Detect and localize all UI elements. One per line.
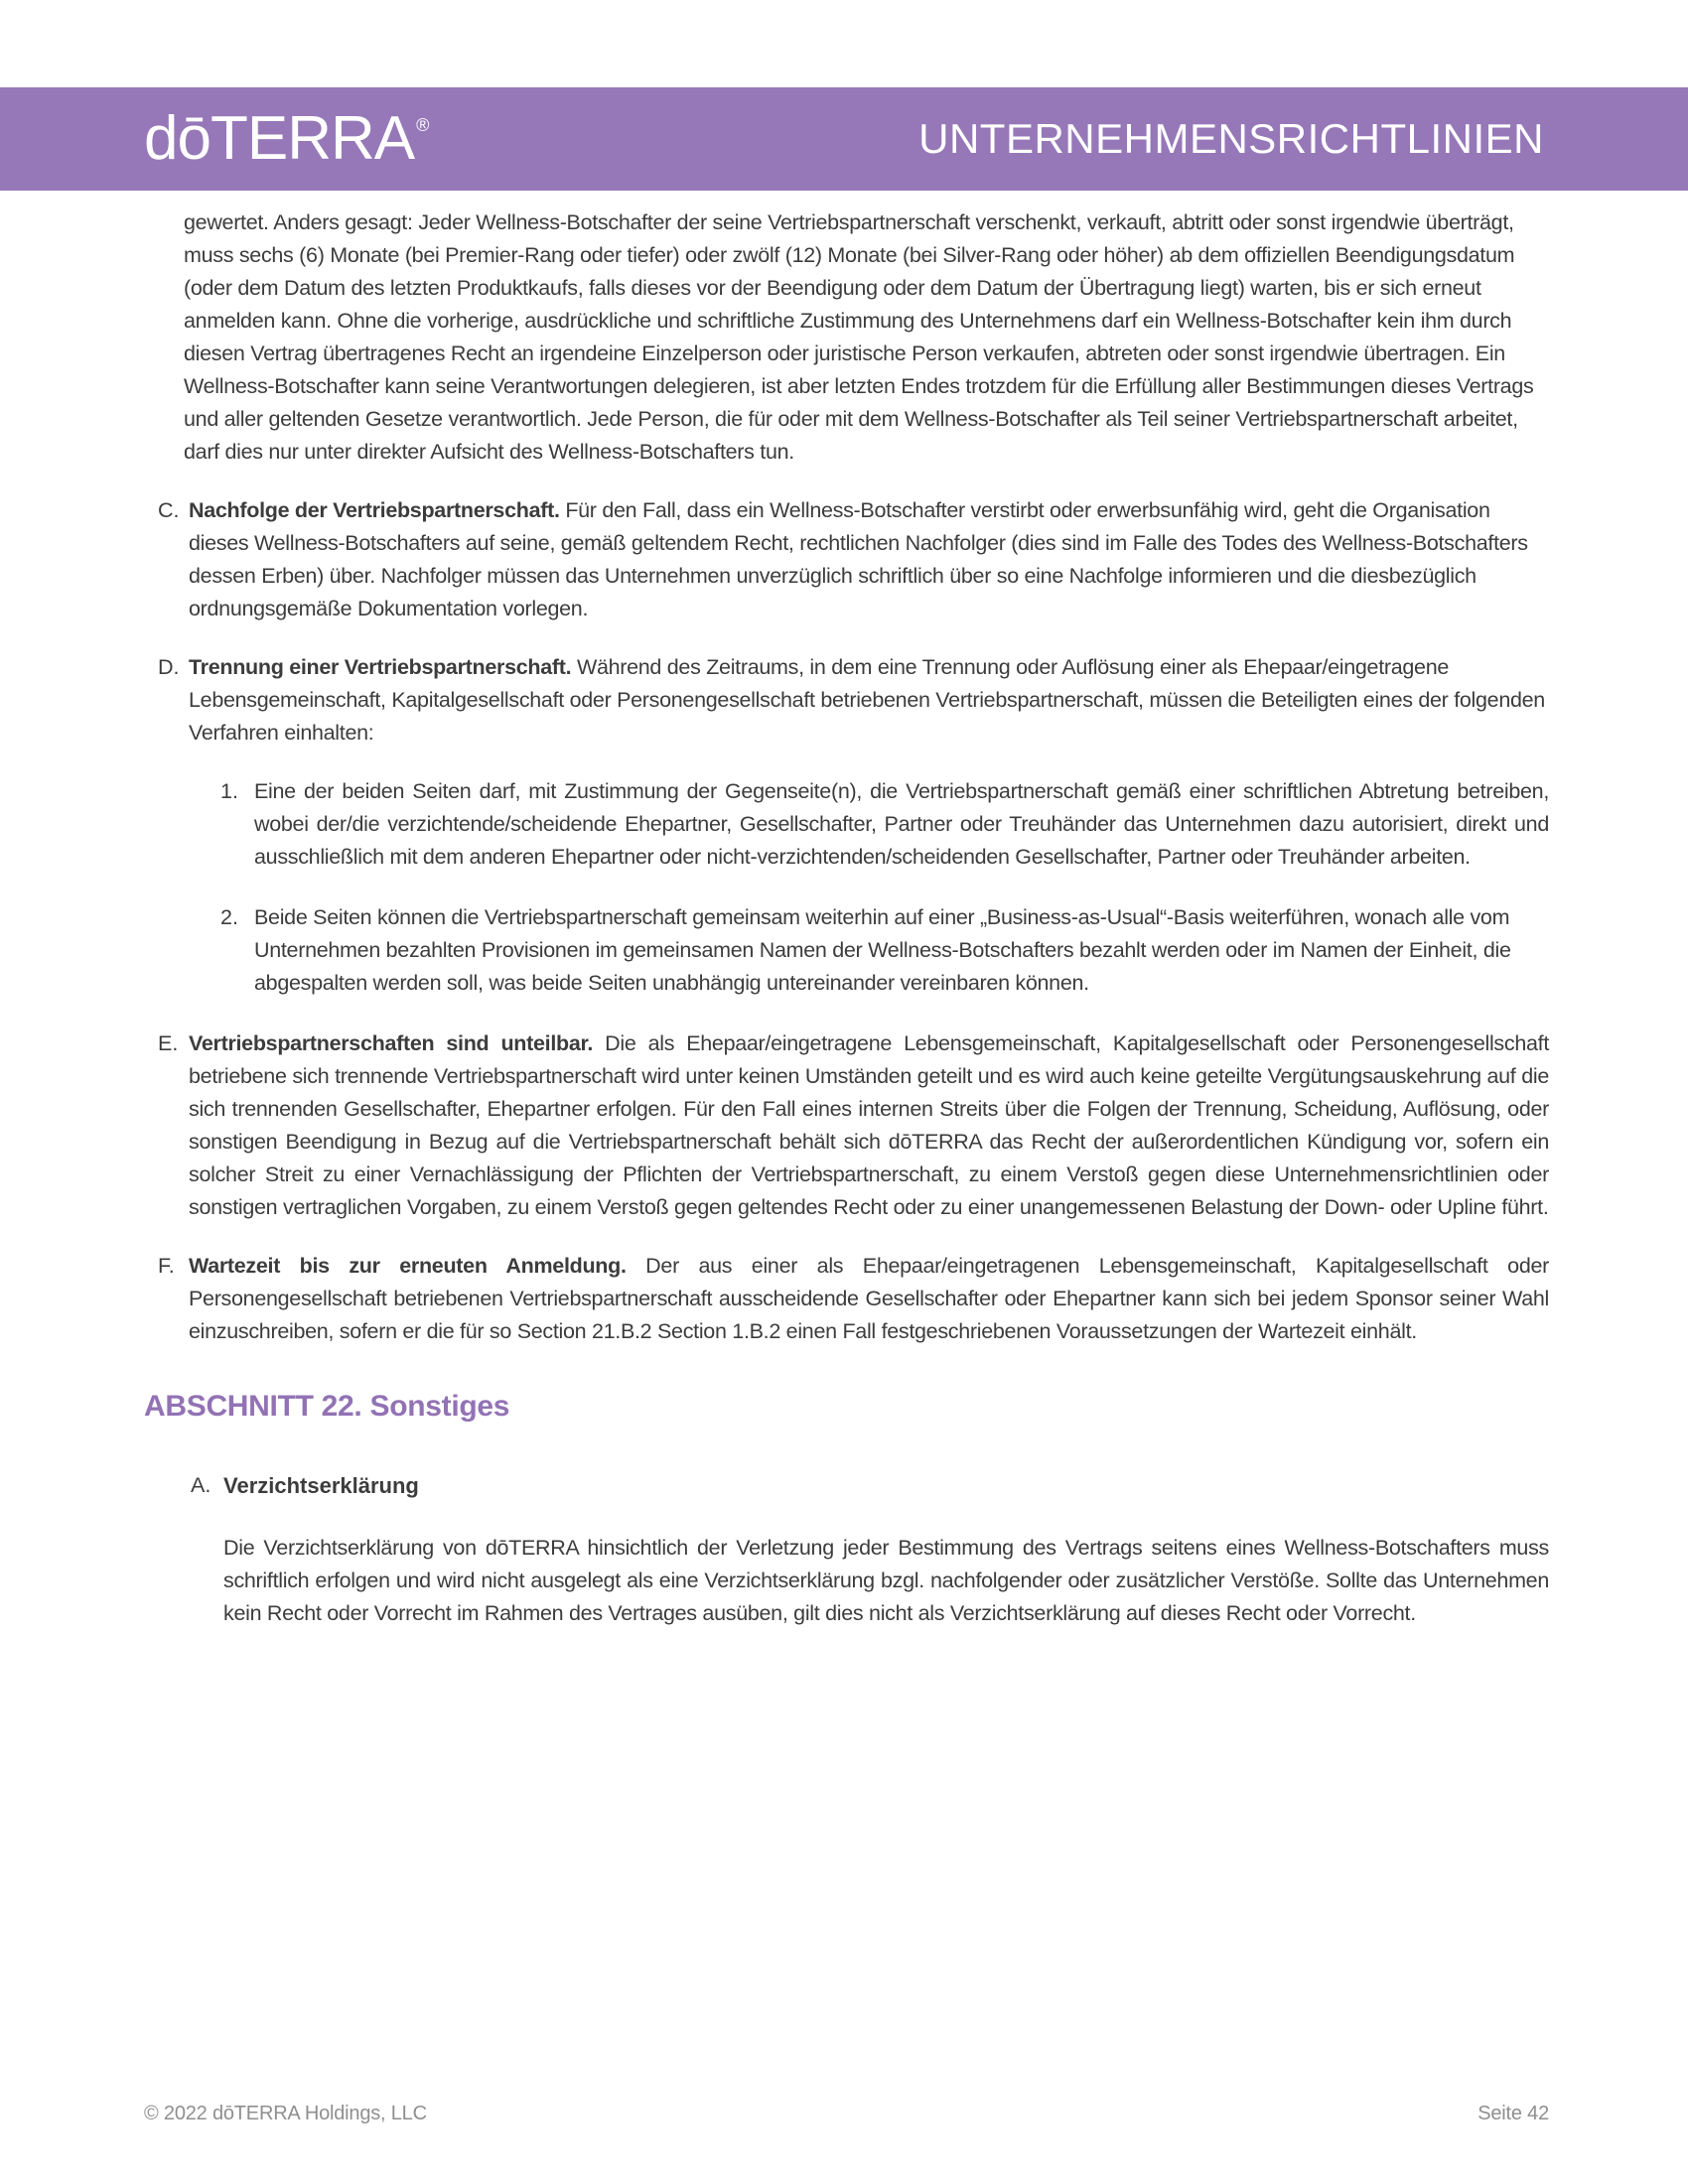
subsection-a-body: Die Verzichtserklärung von dōTERRA hinsichtlich der Verletzung jeder Bestimmung des Vertrags seitens eines Wellness-Botschafters muss schriftlich erfolgen und wird nicht ausgelegt als eine Verzichtserklärung bzgl. nachfolgender oder zusätzlicher Verstöße. Sollte das Unternehmen kein Recht oder Vorrecht im Rahmen des Vertrages ausüben, gilt dies nicht als Verzichtserklärung auf dieses Recht oder Vorrecht.	[223, 1536, 1549, 1625]
list-item-d	[158, 651, 1549, 750]
numbered-item-1-text: Eine der beiden Seiten darf, mit Zustimmung der Gegenseite(n), die Vertriebspartnerschaft gemäß einer schriftlichen Abtretung betreiben, wobei der/die verzichtende/scheidende Ehepartner, Gesellschafter, Partner oder Treuhänder das Unternehmen dazu autorisiert, direkt und ausschließlich mit dem anderen Ehepartner oder nicht-verzichtenden/scheidenden Gesellschafter, Partner oder Treuhänder arbeiten.	[254, 779, 1549, 869]
subsection-a	[191, 1469, 1549, 1502]
page-footer	[144, 2103, 1549, 2125]
item-label-e: E.	[158, 1031, 179, 1055]
item-d-text: Während des Zeitraums, in dem eine Trennung oder Auflösung einer als Ehepaar/eingetragene Lebensgemeinschaft, Kapitalgesellschaft oder Personengesellschaft betriebenen Vertriebspartnerschaft, müssen die Beteiligten eines der folgenden Verfahren einhalten:	[189, 655, 1545, 745]
item-f-heading: Wartezeit bis zur erneuten Anmeldung.	[189, 1254, 627, 1278]
item-e-heading: Vertriebspartnerschaften sind unteilbar.	[189, 1031, 594, 1055]
list-item-e	[158, 1027, 1549, 1224]
section-heading-abschnitt-22: ABSCHNITT 22. Sonstiges	[144, 1390, 510, 1423]
document-body	[0, 206, 1688, 1630]
item-c-text: Für den Fall, dass ein Wellness-Botschafter verstirbt oder erwerbsunfähig wird, geht die Organisation dieses Wellness-Botschafters auf seine, gemäß geltendem Recht, rechtlichen Nachfolger (dies sind im Falle des Todes des Wellness-Botschafters dessen Erben) über. Nachfolger müssen das Unternehmen unverzüglich schriftlich über so eine Nachfolge informieren und die diesbezüglich ordnungsgemäße Dokumentation vorlegen.	[189, 498, 1528, 620]
numbered-item-2-text: Beide Seiten können die Vertriebspartnerschaft gemeinsam weiterhin auf einer „Business-as-Usual“-Basis weiterführen, wonach alle vom Unternehmen bezahlten Provisionen im gemeinsamen Namen der Wellness-Botschafters bezahlt werden oder im Namen der Einheit, die abgespalten werden soll, was beide Seiten unabhängig untereinander vereinbaren können.	[254, 905, 1511, 995]
numbered-item-2	[220, 901, 1549, 1000]
item-c-paragraph	[189, 494, 1549, 625]
doterra-logo	[144, 104, 429, 173]
item-label-2: 2.	[220, 905, 238, 929]
item-label-d: D.	[158, 655, 180, 679]
page-number: Seite 42	[1477, 2103, 1549, 2124]
item-f-text: Der aus einer als Ehepaar/eingetragenen Lebensgemeinschaft, Kapitalgesellschaft oder Personengesellschaft betriebenen Vertriebspartnerschaft ausscheidende Gesellschafter oder Ehepartner kann sich bei jedem Sponsor seiner Wahl einzuschreiben, sofern er die für so Section 21.B.2 Section 1.B.2 einen Fall festgeschriebenen Voraussetzungen der Wartezeit einhält.	[189, 1254, 1549, 1343]
footer-copyright: © 2022 dōTERRA Holdings, LLC	[144, 2103, 427, 2124]
item-label-1: 1.	[220, 779, 238, 803]
header-bar	[0, 87, 1688, 191]
document-title: UNTERNEHMENSRICHTLINIEN	[918, 115, 1544, 162]
item-f-paragraph	[189, 1250, 1549, 1348]
subsection-a-title: Verzichtserklärung	[223, 1473, 419, 1498]
item-label-c: C.	[158, 498, 180, 522]
item-e-paragraph	[189, 1027, 1549, 1224]
item-e-text: Die als Ehepaar/eingetragene Lebensgemeinschaft, Kapitalgesellschaft oder Personengesellschaft betriebene sich trennende Vertriebspartnerschaft wird unter keinen Umständen geteilt und es wird auch keine geteilte Vergütungsauskehrung auf die sich trennenden Gesellschafter, Ehepartner erfolgen. Für den Fall eines internen Streits über die Folgen der Trennung, Scheidung, Auflösung, oder sonstigen Beendigung in Bezug auf die Vertriebspartnerschaft behält sich dōTERRA das Recht der außerordentlichen Kündigung vor, sofern ein solcher Streit zu einer Vernachlässigung der Pflichten der Vertriebspartnerschaft, zu einem Verstoß gegen diese Unternehmensrichtlinien oder sonstigen vertraglichen Vorgaben, zu einem Verstoß gegen geltendes Recht oder zu einer unangemessenen Belastung der Down- oder Upline führt.	[189, 1031, 1549, 1219]
item-d-paragraph	[189, 651, 1549, 750]
list-item-f	[158, 1250, 1549, 1348]
list-item-c	[158, 494, 1549, 625]
item-label-f: F.	[158, 1254, 175, 1278]
item-c-heading: Nachfolge der Vertriebspartnerschaft.	[189, 498, 560, 522]
subsection-a-label: A.	[191, 1473, 211, 1497]
logo-text: dōTERRA	[144, 104, 415, 173]
item-d-heading: Trennung einer Vertriebspartnerschaft.	[189, 655, 572, 679]
continuation-paragraph: gewertet. Anders gesagt: Jeder Wellness-Botschafter der seine Vertriebspartnerschaft verschenkt, verkauft, abtritt oder sonst irgendwie überträgt, muss sechs (6) Monate (bei Premier-Rang oder tiefer) oder zwölf (12) Monate (bei Silver-Rang oder höher) ab dem offiziellen Beendigungsdatum (oder dem Datum des letzten Produktkaufs, falls dieses vor der Beendigung oder dem Datum der Übertragung liegt) warten, bis er sich erneut anmelden kann. Ohne die vorherige, ausdrückliche und schriftliche Zustimmung des Unternehmens darf ein Wellness-Botschafter kein ihm durch diesen Vertrag übertragenes Recht an irgendeine Einzelperson oder juristische Person verkaufen, abtreten oder sonst irgendwie übertragen. Ein Wellness-Botschafter kann seine Verantwortungen delegieren, ist aber letzten Endes trotzdem für die Erfüllung aller Bestimmungen dieses Vertrags und aller geltenden Gesetze verantwortlich. Jede Person, die für oder mit dem Wellness-Botschafter als Teil seiner Vertriebspartnerschaft arbeitet, darf dies nur unter direkter Aufsicht des Wellness-Botschafters tun.	[184, 210, 1534, 464]
numbered-item-1	[220, 775, 1549, 874]
registered-trademark-symbol: ®	[416, 115, 429, 135]
